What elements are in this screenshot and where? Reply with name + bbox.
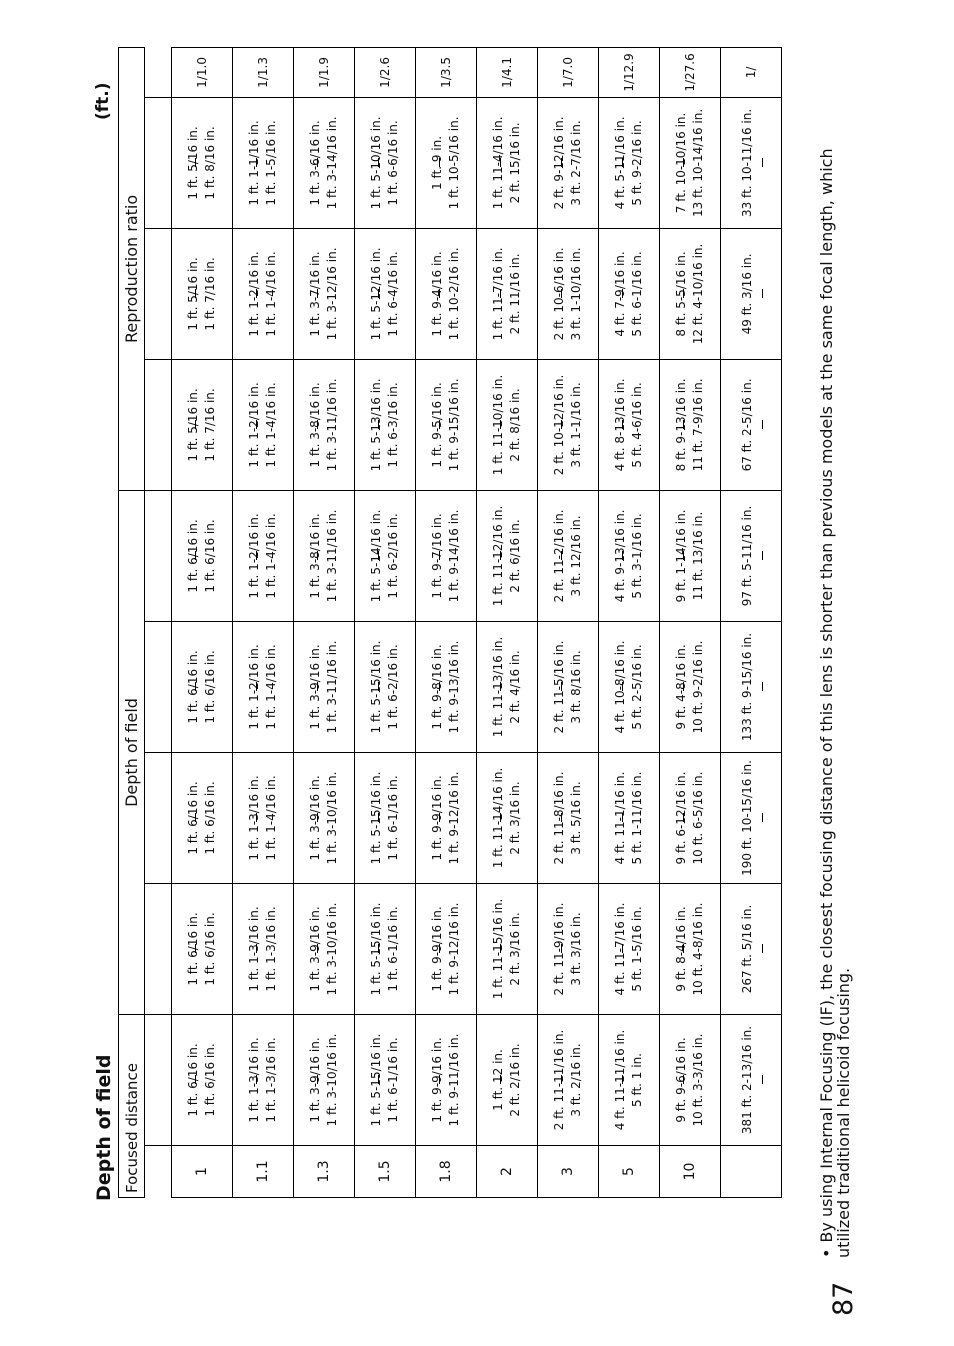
focused-distance-cell: 5 [599,1146,660,1198]
table-row [477,47,538,1197]
depth-of-field-cell [172,490,233,621]
near-limit: 1 ft. 11-14/16 in. [491,767,505,869]
far-limit: 1 ft. 3-11/16 in. [325,622,340,752]
far-limit: 1 ft. 6-1/16 in. [386,1015,401,1145]
depth-of-field-cell [416,359,477,490]
near-limit: 1 ft. 5/16 in. [186,257,200,331]
near-limit: 1 ft. 3-8/16 in. [308,382,322,468]
near-limit: 1 ft. 1-1/16 in. [247,120,261,206]
depth-of-field-cell [477,752,538,883]
far-limit: 2 ft. 6/16 in. [508,491,523,621]
near-limit: 1 ft. 9-5/16 in. [430,382,444,468]
header-reproduction-ratio: Reproduction ratio [119,47,145,490]
near-limit: 1 ft. 1-3/16 in. [247,906,261,992]
far-limit: 1 ft. 9-11/16 in. [447,1015,462,1145]
near-limit: 1 ft. 1-2/16 in. [247,251,261,337]
reproduction-ratio-cell: 1/1.0 [172,47,233,97]
table-row [599,47,660,1197]
depth-of-field-cell [294,621,355,752]
depth-of-field-cell [294,359,355,490]
reproduction-ratio-cell: 1/ [721,47,782,97]
depth-of-field-cell [538,1014,599,1145]
depth-of-field-cell [599,621,660,752]
far-limit: 2 ft. 3/16 in. [508,753,523,883]
depth-of-field-cell [294,228,355,359]
near-limit: 1 ft. 9 in. [430,135,444,190]
depth-of-field-cell [660,621,721,752]
depth-of-field-cell [416,97,477,228]
focused-distance-cell: 1.8 [416,1146,477,1198]
depth-of-field-cell [660,228,721,359]
far-limit: 5 ft. 6-1/16 in. [630,229,645,359]
header-spacer [145,228,172,359]
near-limit: 1 ft. 5-14/16 in. [369,509,383,603]
header-focused-distance: Focused distance [119,1014,145,1197]
depth-of-field-cell [477,228,538,359]
far-limit: 5 ft. 1 in. [630,1015,645,1145]
depth-of-field-cell [721,97,782,228]
depth-of-field-cell [599,752,660,883]
table-row [294,47,355,1197]
depth-of-field-cell [355,752,416,883]
depth-of-field-cell [599,490,660,621]
depth-of-field-cell [233,490,294,621]
reproduction-ratio-cell: 1/2.6 [355,47,416,97]
depth-of-field-cell [477,883,538,1014]
far-limit: 1 ft. 6/16 in. [203,1015,218,1145]
depth-of-field-cell [294,97,355,228]
far-limit: 1 ft. 10-2/16 in. [447,229,462,359]
depth-of-field-cell [355,97,416,228]
far-limit: 1 ft. 6-6/16 in. [386,98,401,228]
near-limit: 1 ft. 5/16 in. [186,126,200,200]
depth-of-field-cell [172,97,233,228]
near-limit: 4 ft. 9-13/16 in. [613,509,627,603]
far-limit: 1 ft. 6-1/16 in. [386,884,401,1014]
header-spacer [145,621,172,752]
far-limit: 5 ft. 9-2/16 in. [630,98,645,228]
near-limit: 7 ft. 10-10/16 in. [674,112,688,214]
near-limit: 1 ft. 5-15/16 in. [369,771,383,865]
footnote [818,108,852,1258]
depth-of-field-cell [355,621,416,752]
near-limit: 9 ft. 9-6/16 in. [674,1037,688,1123]
depth-of-field-cell [538,228,599,359]
far-limit: 3 ft. 1-1/16 in. [569,360,584,490]
far-limit: 12 ft. 4-10/16 in. [691,229,706,359]
header-spacer [145,883,172,1014]
near-limit: 33 ft. 10-11/16 in. [740,98,763,228]
near-limit: 1 ft. 5-15/16 in. [369,640,383,734]
depth-of-field-cell [416,490,477,621]
depth-of-field-cell [355,490,416,621]
far-limit: 3 ft. 2-7/16 in. [569,98,584,228]
focused-distance-cell: 2 [477,1146,538,1198]
far-limit: 5 ft. 2-5/16 in. [630,622,645,752]
far-limit: 1 ft. 6/16 in. [203,622,218,752]
depth-of-field-cell [355,883,416,1014]
far-limit: 5 ft. 3-1/16 in. [630,491,645,621]
depth-of-field-cell [172,883,233,1014]
far-limit: 1 ft. 1-4/16 in. [264,491,279,621]
far-limit: 11 ft. 7-9/16 in. [691,360,706,490]
near-limit: 267 ft. 5/16 in. [740,884,763,1014]
near-limit: 9 ft. 8-4/16 in. [674,906,688,992]
depth-of-field-cell [355,228,416,359]
near-limit: 67 ft. 2-5/16 in. [740,360,763,490]
depth-of-field-cell [416,1014,477,1145]
far-limit: 2 ft. 11/16 in. [508,229,523,359]
near-limit: 2 ft. 11-11/16 in. [552,1029,566,1131]
depth-of-field-cell [721,621,782,752]
near-limit: 1 ft. 3-9/16 in. [308,775,322,861]
near-limit: 1 ft. 1-3/16 in. [247,1037,261,1123]
far-limit: 3 ft. 8/16 in. [569,622,584,752]
near-limit: 2 ft. 11-9/16 in. [552,902,566,996]
far-limit: 1 ft. 6-2/16 in. [386,622,401,752]
far-limit: 1 ft. 1-5/16 in. [264,98,279,228]
near-limit: 2 ft. 11-5/16 in. [552,640,566,734]
depth-of-field-cell [477,490,538,621]
near-limit: 1 ft. 6/16 in. [186,519,200,593]
far-limit: 1 ft. 9-14/16 in. [447,491,462,621]
depth-of-field-cell [416,621,477,752]
near-limit: 4 ft. 11-1/16 in. [613,771,627,865]
far-limit: 2 ft. 3/16 in. [508,884,523,1014]
table-row [172,47,233,1197]
unit-label: (ft.) [93,82,113,120]
depth-of-field-cell [538,490,599,621]
focused-distance-cell: 1 [172,1146,233,1198]
header-spacer [145,1014,172,1145]
depth-of-field-cell [660,752,721,883]
far-limit: 2 ft. 4/16 in. [508,622,523,752]
depth-of-field-cell [721,752,782,883]
far-limit: 1 ft. 1-3/16 in. [264,1015,279,1145]
far-limit: 3 ft. 3/16 in. [569,884,584,1014]
near-limit: 1 ft. 3-7/16 in. [308,251,322,337]
near-limit: 1 ft. 11-13/16 in. [491,636,505,738]
depth-of-field-cell [660,1014,721,1145]
near-limit: 97 ft. 5-11/16 in. [740,491,763,621]
far-limit: 10 ft. 9-2/16 in. [691,622,706,752]
far-limit: 1 ft. 3-10/16 in. [325,884,340,1014]
near-limit: 49 ft. 3/16 in. [740,229,763,359]
near-limit: 1 ft. 3-9/16 in. [308,906,322,992]
page-title: Depth of field [93,1054,115,1201]
near-limit: 1 ft. 1-2/16 in. [247,382,261,468]
header-depth-of-field: Depth of field [119,490,145,1014]
table-row [660,47,721,1197]
near-limit: 1 ft. 5-15/16 in. [369,1033,383,1127]
depth-of-field-cell [172,621,233,752]
near-limit: 1 ft. 1-2/16 in. [247,513,261,599]
near-limit: 4 ft. 11-7/16 in. [613,902,627,996]
depth-of-field-cell [538,97,599,228]
depth-of-field-cell [538,621,599,752]
far-limit: 1 ft. 6-4/16 in. [386,229,401,359]
far-limit: 3 ft. 2/16 in. [569,1015,584,1145]
far-limit: 1 ft. 6-2/16 in. [386,491,401,621]
focused-distance-cell: 10 [660,1146,721,1198]
depth-of-field-cell [721,228,782,359]
depth-of-field-cell [233,752,294,883]
near-limit: 1 ft. 3-6/16 in. [308,120,322,206]
page-number: 87 [828,1281,859,1316]
near-limit: 1 ft. 3-9/16 in. [308,1037,322,1123]
depth-of-field-cell [660,97,721,228]
table-row [538,47,599,1197]
depth-of-field-cell [599,228,660,359]
depth-of-field-cell [233,228,294,359]
far-limit: 3 ft. 5/16 in. [569,753,584,883]
depth-of-field-table [118,47,782,1198]
near-limit: 1 ft. 11-15/16 in. [491,898,505,1000]
near-limit: 2 ft. 10-12/16 in. [552,374,566,476]
far-limit: 10 ft. 3-3/16 in. [691,1015,706,1145]
reproduction-ratio-cell: 1/12.9 [599,47,660,97]
reproduction-ratio-cell: 1/27.6 [660,47,721,97]
far-limit: 5 ft. 1-5/16 in. [630,884,645,1014]
reproduction-ratio-cell: 1/1.3 [233,47,294,97]
far-limit: 2 ft. 15/16 in. [508,98,523,228]
far-limit: 1 ft. 1-4/16 in. [264,753,279,883]
table-row [233,47,294,1197]
footnote-text: By using Internal Focusing (IF), the closest focusing distance of this lens is shorter than previous models at the same focal length, which utilized traditional helicoid focusing. [817,148,853,1258]
far-limit: 2 ft. 8/16 in. [508,360,523,490]
header-spacer [145,490,172,621]
near-limit: 1 ft. 6/16 in. [186,1043,200,1117]
near-limit: 1 ft. 11-4/16 in. [491,116,505,210]
focused-distance-cell: 1.1 [233,1146,294,1198]
near-limit: 8 ft. 9-13/16 in. [674,378,688,472]
depth-of-field-cell [233,883,294,1014]
far-limit: 1 ft. 3-12/16 in. [325,229,340,359]
near-limit: 1 ft. 9-4/16 in. [430,251,444,337]
depth-of-field-cell [538,359,599,490]
far-limit: 1 ft. 9-12/16 in. [447,884,462,1014]
near-limit: 2 ft. 9-12/16 in. [552,116,566,210]
depth-of-field-cell [233,359,294,490]
depth-of-field-cell [172,359,233,490]
near-limit: 381 ft. 2-13/16 in. [740,1015,763,1145]
far-limit: 10 ft. 6-5/16 in. [691,753,706,883]
table-row [355,47,416,1197]
near-limit: 8 ft. 5-5/16 in. [674,251,688,337]
header-spacer [145,97,172,228]
near-limit: 1 ft. 11-7/16 in. [491,247,505,341]
far-limit: 1 ft. 1-3/16 in. [264,884,279,1014]
depth-of-field-cell [721,359,782,490]
far-limit: 1 ft. 1-4/16 in. [264,622,279,752]
far-limit: 1 ft. 9-12/16 in. [447,753,462,883]
far-limit: 1 ft. 1-4/16 in. [264,360,279,490]
near-limit: 1 ft. 3-8/16 in. [308,513,322,599]
far-limit: 1 ft. 6-1/16 in. [386,753,401,883]
far-limit: 1 ft. 3-11/16 in. [325,360,340,490]
depth-of-field-cell [416,883,477,1014]
near-limit: 4 ft. 10-8/16 in. [613,640,627,734]
depth-of-field-cell [660,359,721,490]
depth-of-field-cell [721,490,782,621]
depth-of-field-cell [233,621,294,752]
focused-distance-cell: 1.3 [294,1146,355,1198]
near-limit: 1 ft. 5-15/16 in. [369,902,383,996]
near-limit: 1 ft. 5/16 in. [186,388,200,462]
near-limit: 4 ft. 8-13/16 in. [613,378,627,472]
far-limit: 1 ft. 10-5/16 in. [447,98,462,228]
depth-of-field-cell [599,1014,660,1145]
depth-of-field-cell [172,752,233,883]
far-limit: 3 ft. 1-10/16 in. [569,229,584,359]
depth-of-field-cell [172,1014,233,1145]
near-limit: 1 ft. 1-3/16 in. [247,775,261,861]
reproduction-ratio-cell: 1/3.5 [416,47,477,97]
bullet: • [817,1248,836,1258]
depth-of-field-cell [477,97,538,228]
depth-of-field-cell [294,490,355,621]
near-limit: 1 ft. 11-12/16 in. [491,505,505,607]
far-limit: 1 ft. 8/16 in. [203,98,218,228]
header-spacer [145,1146,172,1198]
far-limit: 1 ft. 6/16 in. [203,753,218,883]
near-limit: 9 ft. 1-14/16 in. [674,509,688,603]
depth-of-field-cell [477,359,538,490]
far-limit: 1 ft. 3-10/16 in. [325,753,340,883]
far-limit: 11 ft. 13/16 in. [691,491,706,621]
depth-of-field-cell [599,97,660,228]
far-limit: 1 ft. 3-10/16 in. [325,1015,340,1145]
near-limit: 1 ft. 5-12/16 in. [369,247,383,341]
depth-of-field-cell [538,883,599,1014]
depth-of-field-cell [355,1014,416,1145]
depth-of-field-cell [538,752,599,883]
near-limit: 4 ft. 5-11/16 in. [613,116,627,210]
depth-of-field-cell [660,883,721,1014]
far-limit: 1 ft. 6-3/16 in. [386,360,401,490]
focused-distance-cell: 3 [538,1146,599,1198]
depth-of-field-cell [233,1014,294,1145]
header-spacer [145,359,172,490]
depth-of-field-cell [233,97,294,228]
near-limit: 1 ft. 6/16 in. [186,781,200,855]
near-limit: 1 ft. 11-10/16 in. [491,374,505,476]
near-limit: 9 ft. 4-8/16 in. [674,644,688,730]
depth-of-field-cell [294,883,355,1014]
near-limit: 1 ft. 5-10/16 in. [369,116,383,210]
table-row [416,47,477,1197]
near-limit: 1 ft. 1-2/16 in. [247,644,261,730]
far-limit: 1 ft. 7/16 in. [203,229,218,359]
depth-of-field-cell [294,1014,355,1145]
near-limit: 1 ft. 9-9/16 in. [430,906,444,992]
header-spacer [145,752,172,883]
depth-of-field-cell [172,228,233,359]
near-limit: 133 ft. 9-15/16 in. [740,622,763,752]
far-limit: 1 ft. 9-15/16 in. [447,360,462,490]
near-limit: 1 ft. 12 in. [491,1049,505,1111]
far-limit: 1 ft. 6/16 in. [203,884,218,1014]
far-limit: 1 ft. 3-11/16 in. [325,491,340,621]
reproduction-ratio-cell: 1/4.1 [477,47,538,97]
near-limit: 190 ft. 10-15/16 in. [740,753,763,883]
near-limit: 1 ft. 6/16 in. [186,912,200,986]
far-limit: 3 ft. 12/16 in. [569,491,584,621]
depth-of-field-cell [355,359,416,490]
far-limit: 10 ft. 4-8/16 in. [691,884,706,1014]
far-limit: 1 ft. 1-4/16 in. [264,229,279,359]
depth-of-field-cell [477,1014,538,1145]
far-limit: 5 ft. 4-6/16 in. [630,360,645,490]
far-limit: 1 ft. 3-14/16 in. [325,98,340,228]
far-limit: 2 ft. 2/16 in. [508,1015,523,1145]
far-limit: 5 ft. 1-11/16 in. [630,753,645,883]
near-limit: 1 ft. 3-9/16 in. [308,644,322,730]
depth-of-field-cell [416,228,477,359]
near-limit: 1 ft. 6/16 in. [186,650,200,724]
depth-of-field-cell [477,621,538,752]
near-limit: 9 ft. 6-12/16 in. [674,771,688,865]
header-spacer [145,47,172,97]
focused-distance-cell: 1.5 [355,1146,416,1198]
near-limit: 2 ft. 11-2/16 in. [552,509,566,603]
near-limit: 1 ft. 9-7/16 in. [430,513,444,599]
focused-distance-cell [721,1146,782,1198]
near-limit: 4 ft. 11-11/16 in. [613,1029,627,1131]
near-limit: 4 ft. 7-9/16 in. [613,251,627,337]
far-limit: 1 ft. 6/16 in. [203,491,218,621]
depth-of-field-cell [294,752,355,883]
depth-of-field-cell [599,359,660,490]
near-limit: 2 ft. 11-8/16 in. [552,771,566,865]
near-limit: 1 ft. 9-9/16 in. [430,1037,444,1123]
far-limit: 1 ft. 9-13/16 in. [447,622,462,752]
depth-of-field-cell [599,883,660,1014]
depth-of-field-cell [721,1014,782,1145]
near-limit: 1 ft. 5-13/16 in. [369,378,383,472]
depth-of-field-cell [721,883,782,1014]
near-limit: 1 ft. 9-8/16 in. [430,644,444,730]
reproduction-ratio-cell: 1/7.0 [538,47,599,97]
far-limit: 13 ft. 10-14/16 in. [691,98,706,228]
table-row [721,47,782,1197]
depth-of-field-cell [660,490,721,621]
near-limit: 1 ft. 9-9/16 in. [430,775,444,861]
far-limit: 1 ft. 7/16 in. [203,360,218,490]
near-limit: 2 ft. 10-6/16 in. [552,247,566,341]
depth-of-field-cell [416,752,477,883]
reproduction-ratio-cell: 1/1.9 [294,47,355,97]
